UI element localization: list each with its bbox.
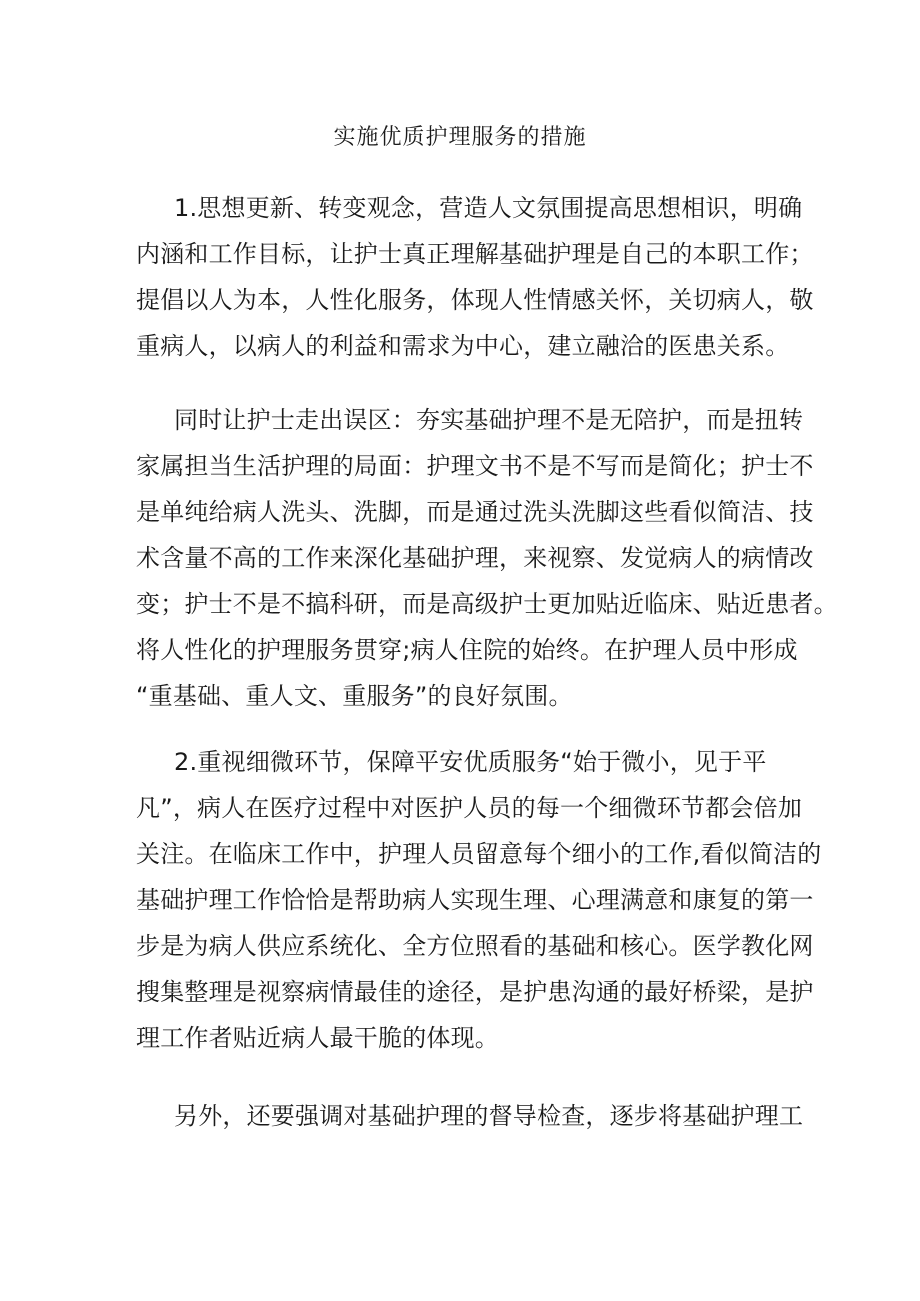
paragraph-2-line-4: 术含量不高的工作来深化基础护理，来视察、发觉病人的病情改 xyxy=(136,544,814,572)
paragraph-3-line-1: 2.重视细微环节，保障平安优质服务“始于微小，见于平 xyxy=(174,748,767,776)
paragraph-3-line-5: 步是为病人供应系统化、全方位照看的基础和核心。医学教化网 xyxy=(136,932,814,960)
paragraph-1-line-4: 重病人，以病人的利益和需求为中心，建立融洽的医患关系。 xyxy=(136,332,790,360)
paragraph-3-line-7: 理工作者贴近病人最干脆的体现。 xyxy=(136,1024,499,1052)
paragraph-1-line-2: 内涵和工作目标，让护士真正理解基础护理是自己的本职工作； xyxy=(136,240,814,268)
paragraph-1-line-3: 提倡以人为本，人性化服务，体现人性情感关怀，关切病人，敬 xyxy=(136,286,814,314)
paragraph-4-line-1: 另外，还要强调对基础护理的督导检查，逐步将基础护理工 xyxy=(174,1102,804,1130)
paragraph-3-line-2: 凡”，病人在医疗过程中对医护人员的每一个细微环节都会倍加 xyxy=(136,794,803,822)
paragraph-2-line-1: 同时让护士走出误区：夯实基础护理不是无陪护，而是扭转 xyxy=(174,406,804,434)
paragraph-2-line-5: 变；护士不是不搞科研，而是高级护士更加贴近临床、贴近患者。 xyxy=(136,590,838,618)
paragraph-2-line-2: 家属担当生活护理的局面：护理文书不是不写而是简化；护士不 xyxy=(136,452,814,480)
paragraph-2-line-7: “重基础、重人文、重服务”的良好氛围。 xyxy=(136,682,573,710)
paragraph-1-line-1: 1.思想更新、转变观念，营造人文氛围提高思想相识，明确 xyxy=(174,194,803,222)
paragraph-3-line-4: 基础护理工作恰恰是帮助病人实现生理、心理满意和康复的第一 xyxy=(136,886,814,914)
paragraph-3-line-3: 关注。在临床工作中，护理人员留意每个细小的工作,看似简洁的 xyxy=(136,840,822,868)
paragraph-2-line-6: 将人性化的护理服务贯穿;病人住院的始终。在护理人员中形成 xyxy=(136,636,798,664)
document-title: 实施优质护理服务的措施 xyxy=(333,125,587,150)
paragraph-2-line-3: 是单纯给病人洗头、洗脚，而是通过洗头洗脚这些看似简洁、技 xyxy=(136,498,814,526)
paragraph-3-line-6: 搜集整理是视察病情最佳的途径，是护患沟通的最好桥梁，是护 xyxy=(136,978,814,1006)
